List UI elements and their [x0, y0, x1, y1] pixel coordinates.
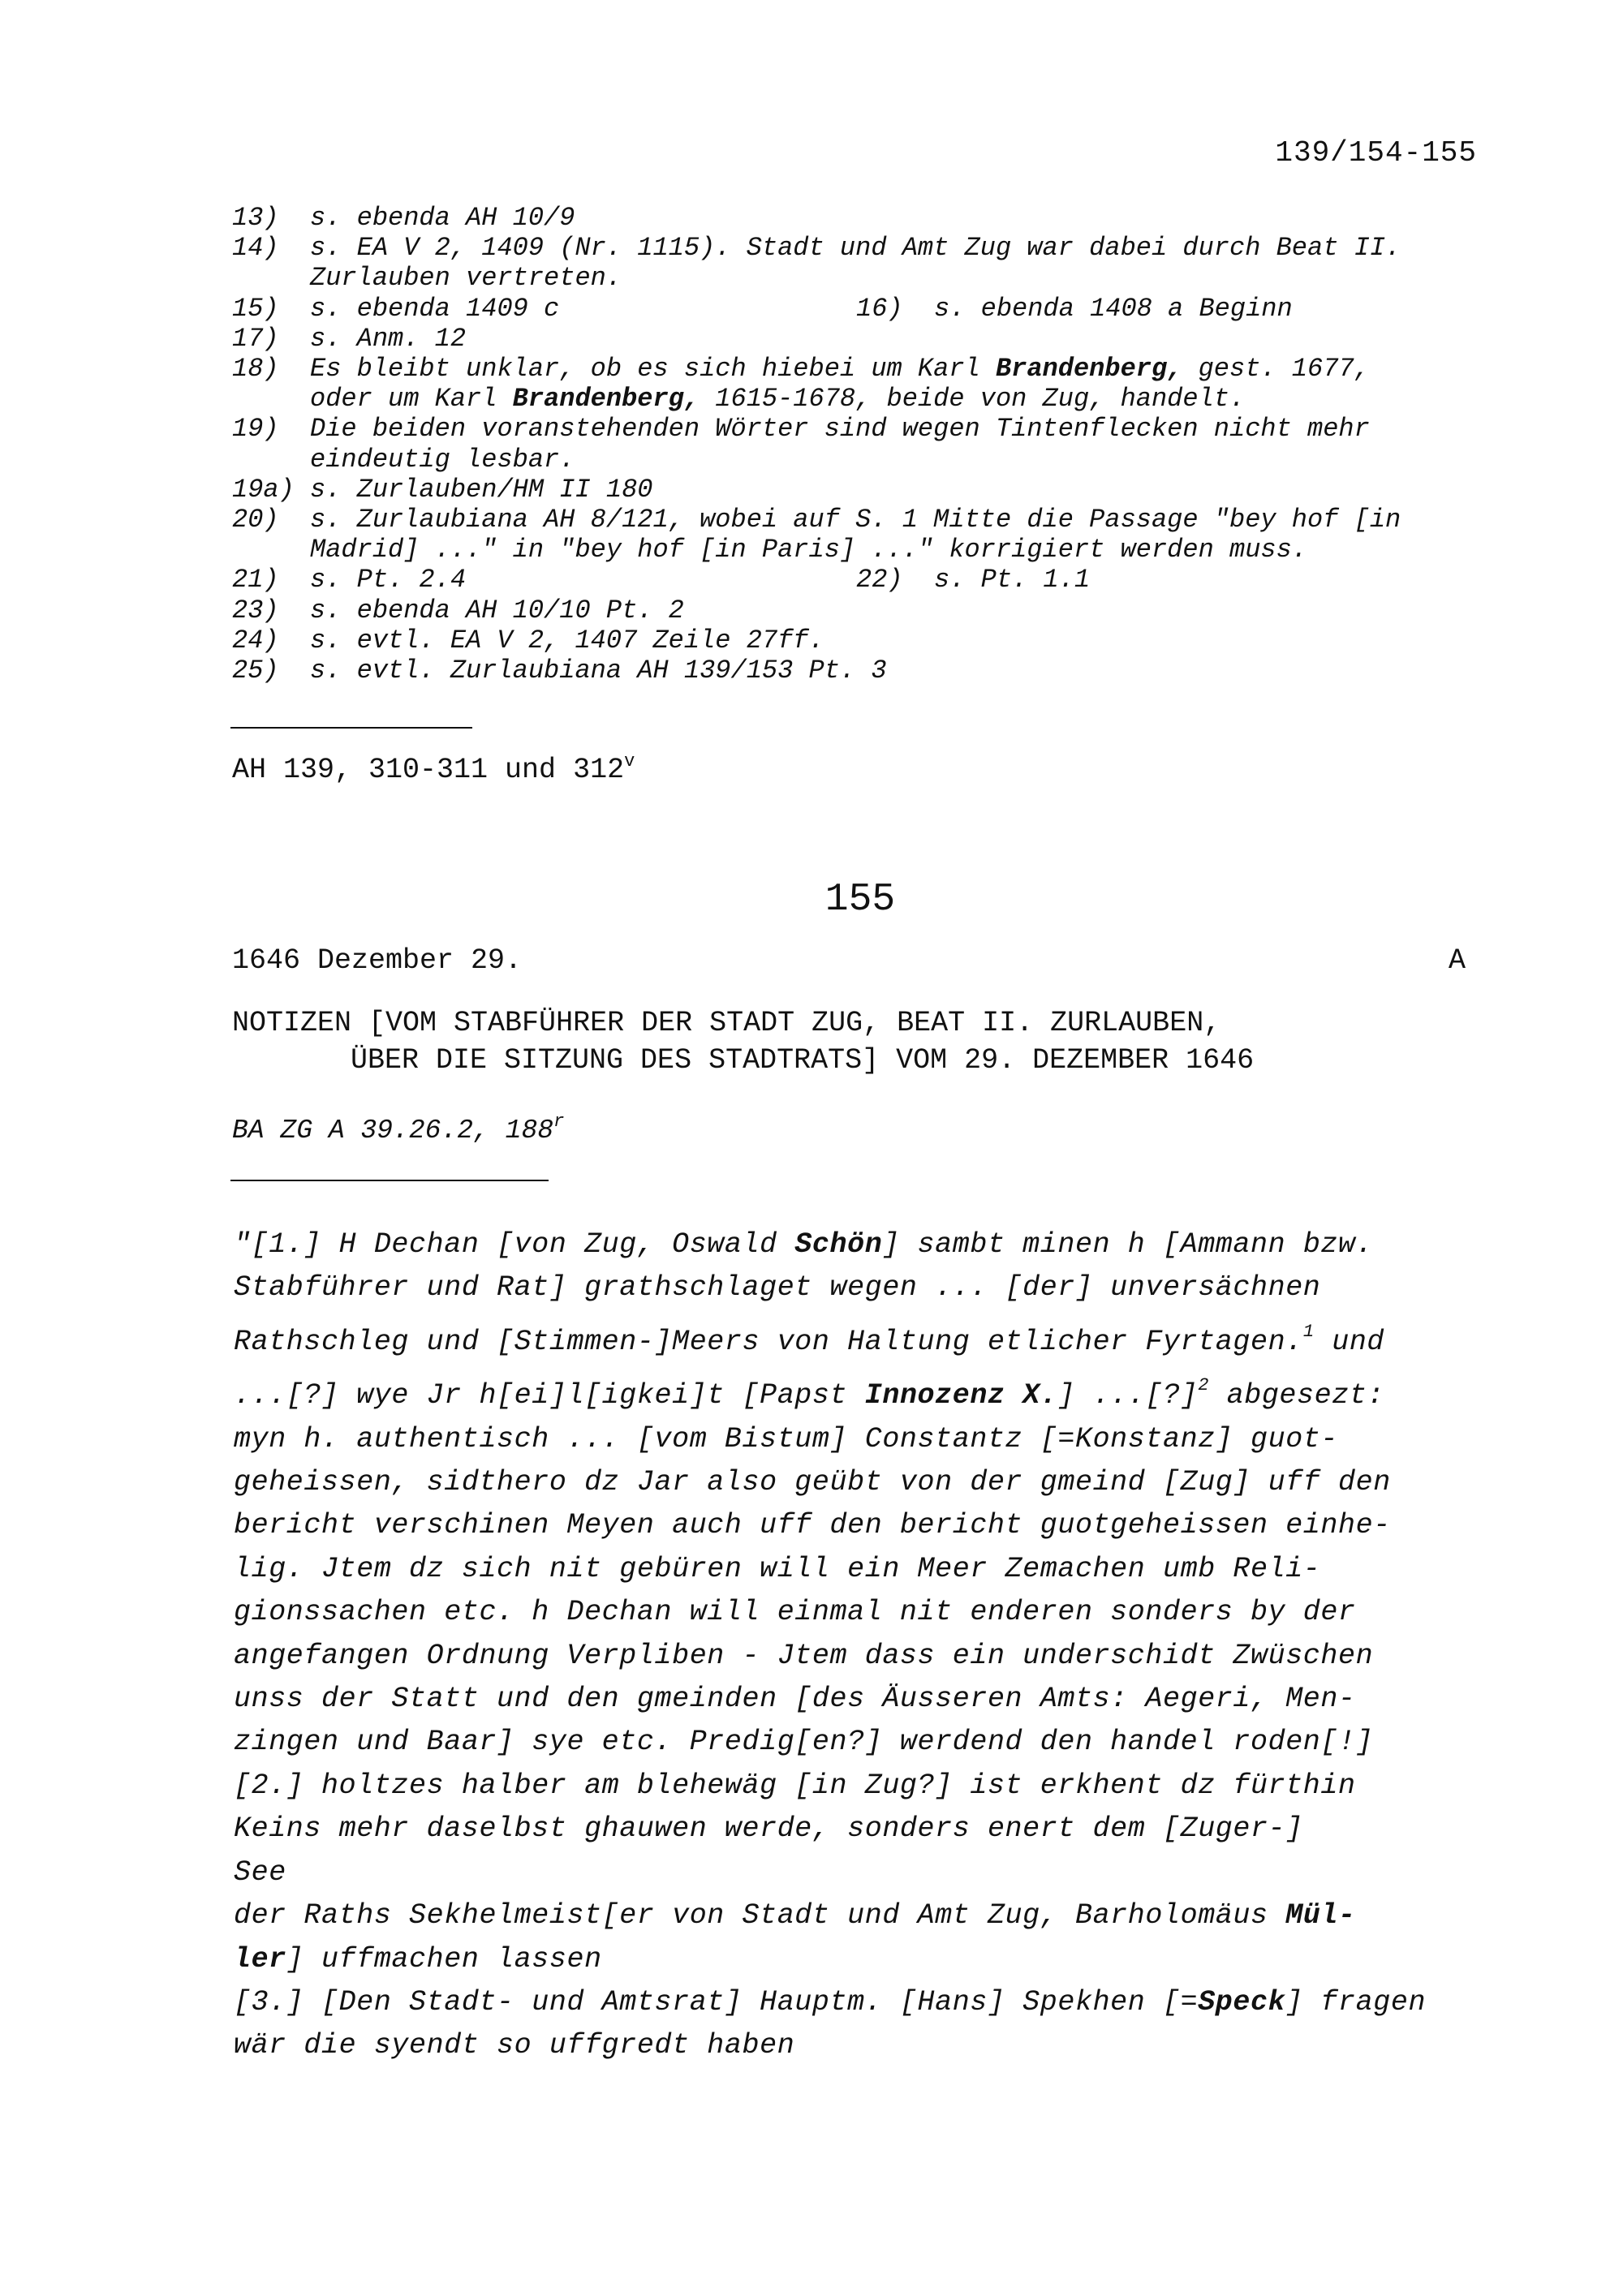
person-name: Mül- — [1285, 1899, 1356, 1933]
text-line: myn h. authentisch ... [vom Bistum] Constantz [=Konstanz] guot- — [234, 1422, 1339, 1455]
footnote-text: s. Pt. 2.4 — [310, 565, 467, 595]
text-run: ] fragen — [1285, 1985, 1427, 2019]
footnote-marker: 2 — [1198, 1375, 1210, 1396]
footnote-number: 23) — [232, 595, 279, 626]
document-classification: A — [1448, 944, 1466, 977]
footnote-pair-21-22 — [232, 565, 1498, 595]
source-reference-text: AH 139, 310-311 und 312 — [232, 754, 625, 786]
text-line: [2.] holtzes halber am blehewäg [in Zug?] ist erkhent dz fürthin — [234, 1769, 1356, 1802]
footnote-text: s. Zurlauben/HM II 180 — [310, 474, 653, 505]
footnote-number: 25) — [232, 656, 279, 686]
person-name: Brandenberg, — [512, 384, 700, 415]
footnote-text: s. ebenda AH 10/9 — [310, 203, 575, 233]
person-name: Brandenberg, — [995, 354, 1183, 384]
footnote-text: s. evtl. Zurlaubiana AH 139/153 Pt. 3 — [310, 656, 887, 686]
footnote-text: s. Zurlaubiana AH 8/121, wobei auf S. 1 Mitte die Passage "bey hof [in Madrid] ..." in "bey hof [in Paris] ..." korrigiert werden muss. — [310, 505, 1401, 565]
text-line: See — [234, 1855, 286, 1889]
footnotes — [232, 203, 1498, 686]
footnote-number: 13) — [232, 203, 279, 233]
header-divider — [230, 1180, 549, 1181]
footnote-25 — [232, 656, 1498, 686]
footnote-number: 17) — [232, 323, 279, 354]
footnote-number: 16) — [856, 293, 903, 324]
text-line: Keins mehr daselbst ghauwen werde, sonders enert dem [Zuger-] — [234, 1812, 1303, 1846]
footnote-20 — [232, 505, 1498, 565]
text-line — [234, 1981, 1500, 2024]
person-name: Speck — [1198, 1985, 1286, 2019]
footnote-text: gest. 1677, oder um Karl — [310, 354, 1370, 415]
archive-reference — [232, 1111, 564, 1146]
text-line — [234, 1364, 1500, 1417]
footnote-text: Die beiden voranstehenden Wörter sind wegen Tintenflecken nicht mehr eindeutig lesbar. — [310, 414, 1370, 475]
person-name: Innozenz X. — [864, 1379, 1058, 1412]
paragraph-1 — [234, 1223, 1500, 1765]
text-run: Rathschleg und [Stimmen-]Meers von Haltung etlicher Fyrtagen. — [234, 1325, 1303, 1358]
page-number: 139/154-155 — [1275, 136, 1477, 170]
footnote-14 — [232, 233, 1498, 293]
archive-reference-folio: r — [553, 1111, 565, 1132]
document-date: 1646 Dezember 29. — [232, 944, 523, 977]
footnote-text: s. ebenda AH 10/10 Pt. 2 — [310, 595, 684, 626]
footnote-number: 18) — [232, 354, 279, 384]
paragraph-3 — [234, 1981, 1500, 2068]
text-line: unss der Statt und den gmeinden [des Äusseren Amts: Aegeri, Men- — [234, 1683, 1356, 1716]
text-line: gionssachen etc. h Dechan will einmal nit enderen sonders by der — [234, 1596, 1356, 1629]
text-run: ...[?] wye Jr h[ei]l[igkei]t [Papst — [234, 1379, 865, 1412]
text-line: angefangen Ordnung Verpliben - Jtem dass ein underschidt Zwüschen — [234, 1639, 1374, 1672]
footnote-21 — [232, 565, 466, 595]
text-run: abgesezt: — [1209, 1379, 1385, 1412]
document-title-line: NOTIZEN [VOM STABFÜHRER DER STADT ZUG, BEAT II. ZURLAUBEN, — [232, 1007, 1221, 1039]
document-number: 155 — [824, 878, 896, 922]
source-reference-folio: v — [624, 751, 635, 772]
source-reference — [232, 751, 635, 786]
text-line: zingen und Baar] sye etc. Predig[en?] werdend den handel roden[!] — [234, 1726, 1374, 1759]
footnote-pair-15-16 — [232, 294, 1498, 324]
footnote-divider — [230, 727, 472, 729]
footnote-number: 19) — [232, 414, 279, 445]
footnote-number: 15) — [232, 293, 279, 324]
footnote-text: s. EA V 2, 1409 (Nr. 1115). Stadt und Amt Zug war dabei durch Beat II. Zurlauben vertreten. — [310, 233, 1401, 294]
text-run: ] sambt minen h [Ammann bzw. — [882, 1228, 1374, 1261]
footnote-19a — [232, 475, 1498, 505]
footnote-18 — [232, 354, 1498, 414]
footnote-number: 21) — [232, 565, 279, 595]
footnote-number: 20) — [232, 505, 279, 535]
footnote-13 — [232, 203, 1498, 233]
text-run: [3.] [Den Stadt- und Amtsrat] Hauptm. [Hans] Spekhen [= — [234, 1985, 1199, 2019]
footnote-text: s. ebenda 1409 c — [310, 293, 560, 324]
text-run: ] uffmachen lassen — [286, 1942, 602, 1976]
person-name: Schön — [794, 1228, 883, 1261]
person-name: ler — [234, 1942, 286, 1976]
footnote-text: 1615-1678, beide von Zug, handelt. — [700, 384, 1246, 415]
footnote-16 — [856, 294, 1293, 324]
text-line — [234, 1310, 1500, 1364]
footnote-24 — [232, 626, 1498, 656]
text-line — [234, 1938, 1500, 1981]
footnote-text: s. Pt. 1.1 — [934, 565, 1091, 595]
footnote-text: s. ebenda 1408 a Beginn — [934, 293, 1293, 324]
footnote-number: 24) — [232, 625, 279, 656]
text-run: der Raths Sekhelmeist[er von Stadt und Amt Zug, Barholomäus — [234, 1899, 1286, 1933]
footnote-marker: 1 — [1302, 1321, 1315, 1342]
transcription-body — [234, 1223, 1500, 2068]
text-run: ] ...[?] — [1057, 1379, 1199, 1412]
footnote-number: 14) — [232, 233, 279, 264]
text-run: "[1.] H Dechan [von Zug, Oswald — [234, 1228, 795, 1261]
text-line: bericht verschinen Meyen auch uff den bericht guotgeheissen einhe- — [234, 1509, 1391, 1542]
footnote-text: Es bleibt unklar, ob es sich hiebei um Karl — [310, 354, 996, 384]
footnote-22 — [856, 565, 1090, 595]
footnote-text: s. evtl. EA V 2, 1407 Zeile 27ff. — [310, 625, 824, 656]
footnote-19 — [232, 414, 1498, 474]
text-line: Stabführer und Rat] grathschlaget wegen ... [der] unversächnen — [234, 1271, 1321, 1305]
document-title-line: ÜBER DIE SITZUNG DES STADTRATS] VOM 29. DEZEMBER 1646 — [351, 1044, 1255, 1077]
text-line — [234, 1894, 1500, 1937]
footnote-text: s. Anm. 12 — [310, 323, 467, 354]
footnote-number: 22) — [856, 565, 903, 595]
footnote-number: 19a) — [232, 474, 295, 505]
text-line: geheissen, sidthero dz Jar also geübt von der gmeind [Zug] uff den — [234, 1466, 1391, 1499]
footnote-17 — [232, 324, 1498, 354]
text-line: wär die syendt so uffgredt haben — [234, 2029, 795, 2062]
text-line — [234, 1223, 1500, 1266]
archive-reference-text: BA ZG A 39.26.2, 188 — [232, 1116, 554, 1146]
text-run: und — [1314, 1325, 1385, 1358]
text-line: lig. Jtem dz sich nit gebüren will ein Meer Zemachen umb Reli- — [234, 1552, 1321, 1585]
paragraph-2 — [234, 1765, 1500, 1981]
footnote-23 — [232, 595, 1498, 626]
footnote-15 — [232, 294, 559, 324]
document-title — [232, 1004, 1530, 1079]
